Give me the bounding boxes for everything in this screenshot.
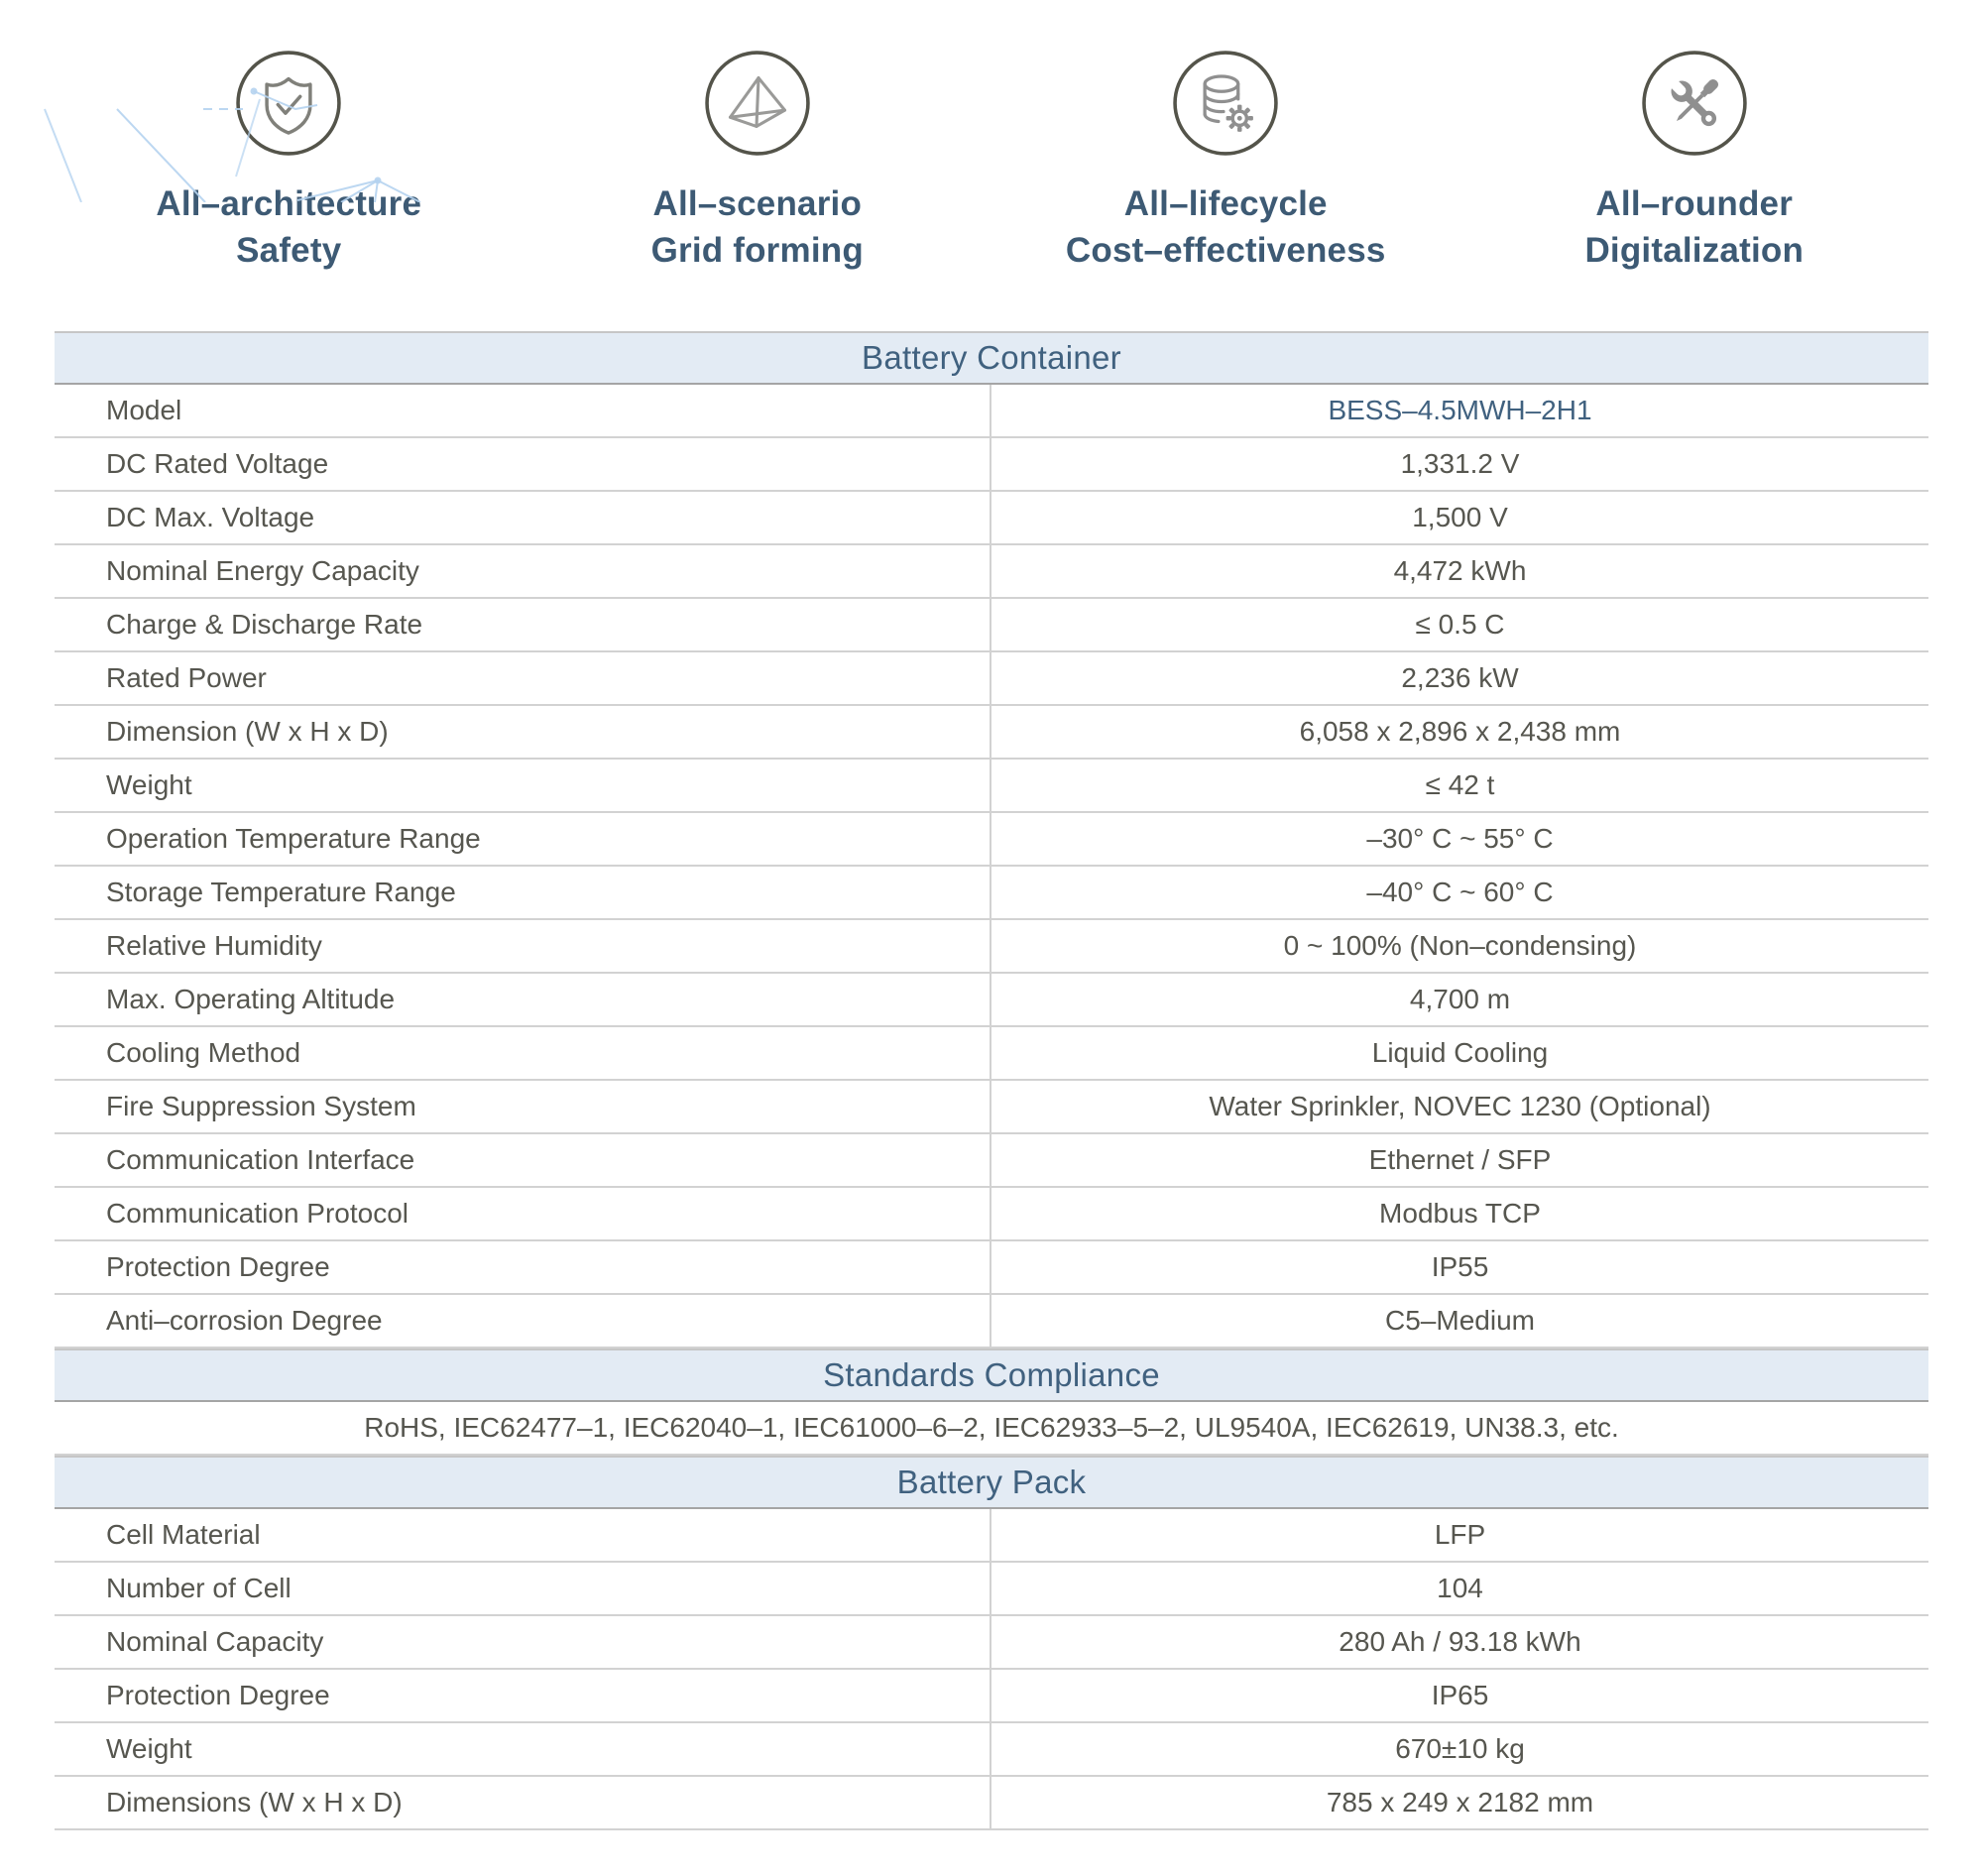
section-title: Standards Compliance — [823, 1356, 1160, 1393]
feature-grid-forming — [524, 50, 992, 274]
spec-row-model — [55, 385, 1928, 438]
spec-value: 280 Ah / 93.18 kWh — [1339, 1626, 1581, 1657]
spec-row — [55, 920, 1928, 974]
feature-label-safety: All–architecture Safety — [156, 184, 422, 270]
feature-label-digitalization: All–rounder Digitalization — [1584, 184, 1805, 270]
standards-compliance-list: RoHS, IEC62477–1, IEC62040–1, IEC61000–6–2, IEC62933–5–2, UL9540A, IEC62619, UN38.3, etc. — [55, 1402, 1928, 1456]
spec-row — [55, 1241, 1928, 1295]
spec-value: ≤ 42 t — [1425, 769, 1495, 800]
spec-row — [55, 599, 1928, 652]
spec-value: IP65 — [1431, 1680, 1489, 1710]
section-header-battery-pack — [55, 1456, 1928, 1509]
spec-label: Relative Humidity — [55, 920, 992, 972]
spec-value: C5–Medium — [1385, 1305, 1535, 1336]
spec-label: Cooling Method — [55, 1027, 992, 1079]
spec-label: Number of Cell — [55, 1563, 992, 1614]
feature-cost-effectiveness — [992, 50, 1460, 274]
section-title: Battery Pack — [896, 1464, 1087, 1500]
shield-check-icon — [235, 50, 342, 157]
spec-label: Storage Temperature Range — [55, 867, 992, 918]
section-header-battery-container — [55, 331, 1928, 385]
spec-row — [55, 438, 1928, 492]
spec-label: Anti–corrosion Degree — [55, 1295, 992, 1347]
spec-value: LFP — [1434, 1519, 1486, 1550]
spec-label: Max. Operating Altitude — [55, 974, 992, 1025]
spec-label: Weight — [55, 1723, 992, 1775]
spec-row — [55, 813, 1928, 867]
feature-digitalization — [1460, 50, 1929, 274]
spec-row — [55, 652, 1928, 706]
spec-row — [55, 1081, 1928, 1134]
tetrahedron-icon — [704, 50, 811, 157]
spec-label: Nominal Capacity — [55, 1616, 992, 1668]
spec-value: 1,331.2 V — [1400, 448, 1520, 479]
spec-value: –40° C ~ 60° C — [1366, 877, 1554, 907]
tools-icon — [1641, 50, 1748, 157]
database-gear-icon — [1172, 50, 1279, 157]
spec-value: 6,058 x 2,896 x 2,438 mm — [1299, 716, 1621, 747]
spec-label: DC Max. Voltage — [55, 492, 992, 543]
spec-row — [55, 974, 1928, 1027]
spec-row — [55, 1723, 1928, 1777]
spec-value: Water Sprinkler, NOVEC 1230 (Optional) — [1209, 1091, 1711, 1121]
spec-value: Modbus TCP — [1379, 1198, 1541, 1229]
spec-row — [55, 492, 1928, 545]
spec-value: ≤ 0.5 C — [1415, 609, 1505, 640]
spec-value: 0 ~ 100% (Non–condensing) — [1283, 930, 1637, 961]
spec-row — [55, 1295, 1928, 1348]
spec-value: –30° C ~ 55° C — [1366, 823, 1554, 854]
spec-label: Model — [55, 385, 992, 436]
spec-row — [55, 1670, 1928, 1723]
spec-row — [55, 1616, 1928, 1670]
section-title: Battery Container — [862, 339, 1121, 376]
spec-row — [55, 1027, 1928, 1081]
datasheet-page — [0, 50, 1983, 1876]
spec-row — [55, 1563, 1928, 1616]
spec-label: DC Rated Voltage — [55, 438, 992, 490]
spec-value: 670±10 kg — [1395, 1733, 1525, 1764]
spec-label: Communication Interface — [55, 1134, 992, 1186]
spec-label: Fire Suppression System — [55, 1081, 992, 1132]
spec-label: Protection Degree — [55, 1670, 992, 1721]
spec-label: Operation Temperature Range — [55, 813, 992, 865]
spec-label: Cell Material — [55, 1509, 992, 1561]
spec-value: 2,236 kW — [1401, 662, 1519, 693]
spec-label: Dimensions (W x H x D) — [55, 1777, 992, 1828]
spec-row — [55, 867, 1928, 920]
spec-row — [55, 545, 1928, 599]
spec-row — [55, 1509, 1928, 1563]
spec-label: Nominal Energy Capacity — [55, 545, 992, 597]
feature-label-grid-forming: All–scenario Grid forming — [650, 184, 864, 270]
spec-value: 1,500 V — [1412, 502, 1508, 532]
spec-value: 785 x 249 x 2182 mm — [1326, 1787, 1594, 1817]
spec-label: Protection Degree — [55, 1241, 992, 1293]
spec-value: 104 — [1437, 1573, 1483, 1603]
spec-row — [55, 1188, 1928, 1241]
spec-row — [55, 1777, 1928, 1830]
spec-value: 4,700 m — [1409, 984, 1511, 1014]
feature-safety — [55, 50, 524, 274]
section-header-standards-compliance — [55, 1348, 1928, 1402]
spec-label: Communication Protocol — [55, 1188, 992, 1239]
spec-label: Weight — [55, 760, 992, 811]
spec-row — [55, 760, 1928, 813]
spec-label: Rated Power — [55, 652, 992, 704]
spec-value: 4,472 kWh — [1393, 555, 1527, 586]
spec-value: Liquid Cooling — [1371, 1037, 1549, 1068]
spec-value: Ethernet / SFP — [1368, 1144, 1552, 1175]
spec-row — [55, 706, 1928, 760]
spec-label: Charge & Discharge Rate — [55, 599, 992, 650]
spec-label: Dimension (W x H x D) — [55, 706, 992, 758]
feature-label-cost-effectiveness: All–lifecycle Cost–effectiveness — [1065, 184, 1386, 270]
spec-value: IP55 — [1431, 1251, 1489, 1282]
spec-table — [55, 331, 1928, 1830]
spec-value: BESS–4.5MWH–2H1 — [1328, 395, 1592, 425]
feature-highlights — [55, 50, 1928, 274]
spec-row — [55, 1134, 1928, 1188]
